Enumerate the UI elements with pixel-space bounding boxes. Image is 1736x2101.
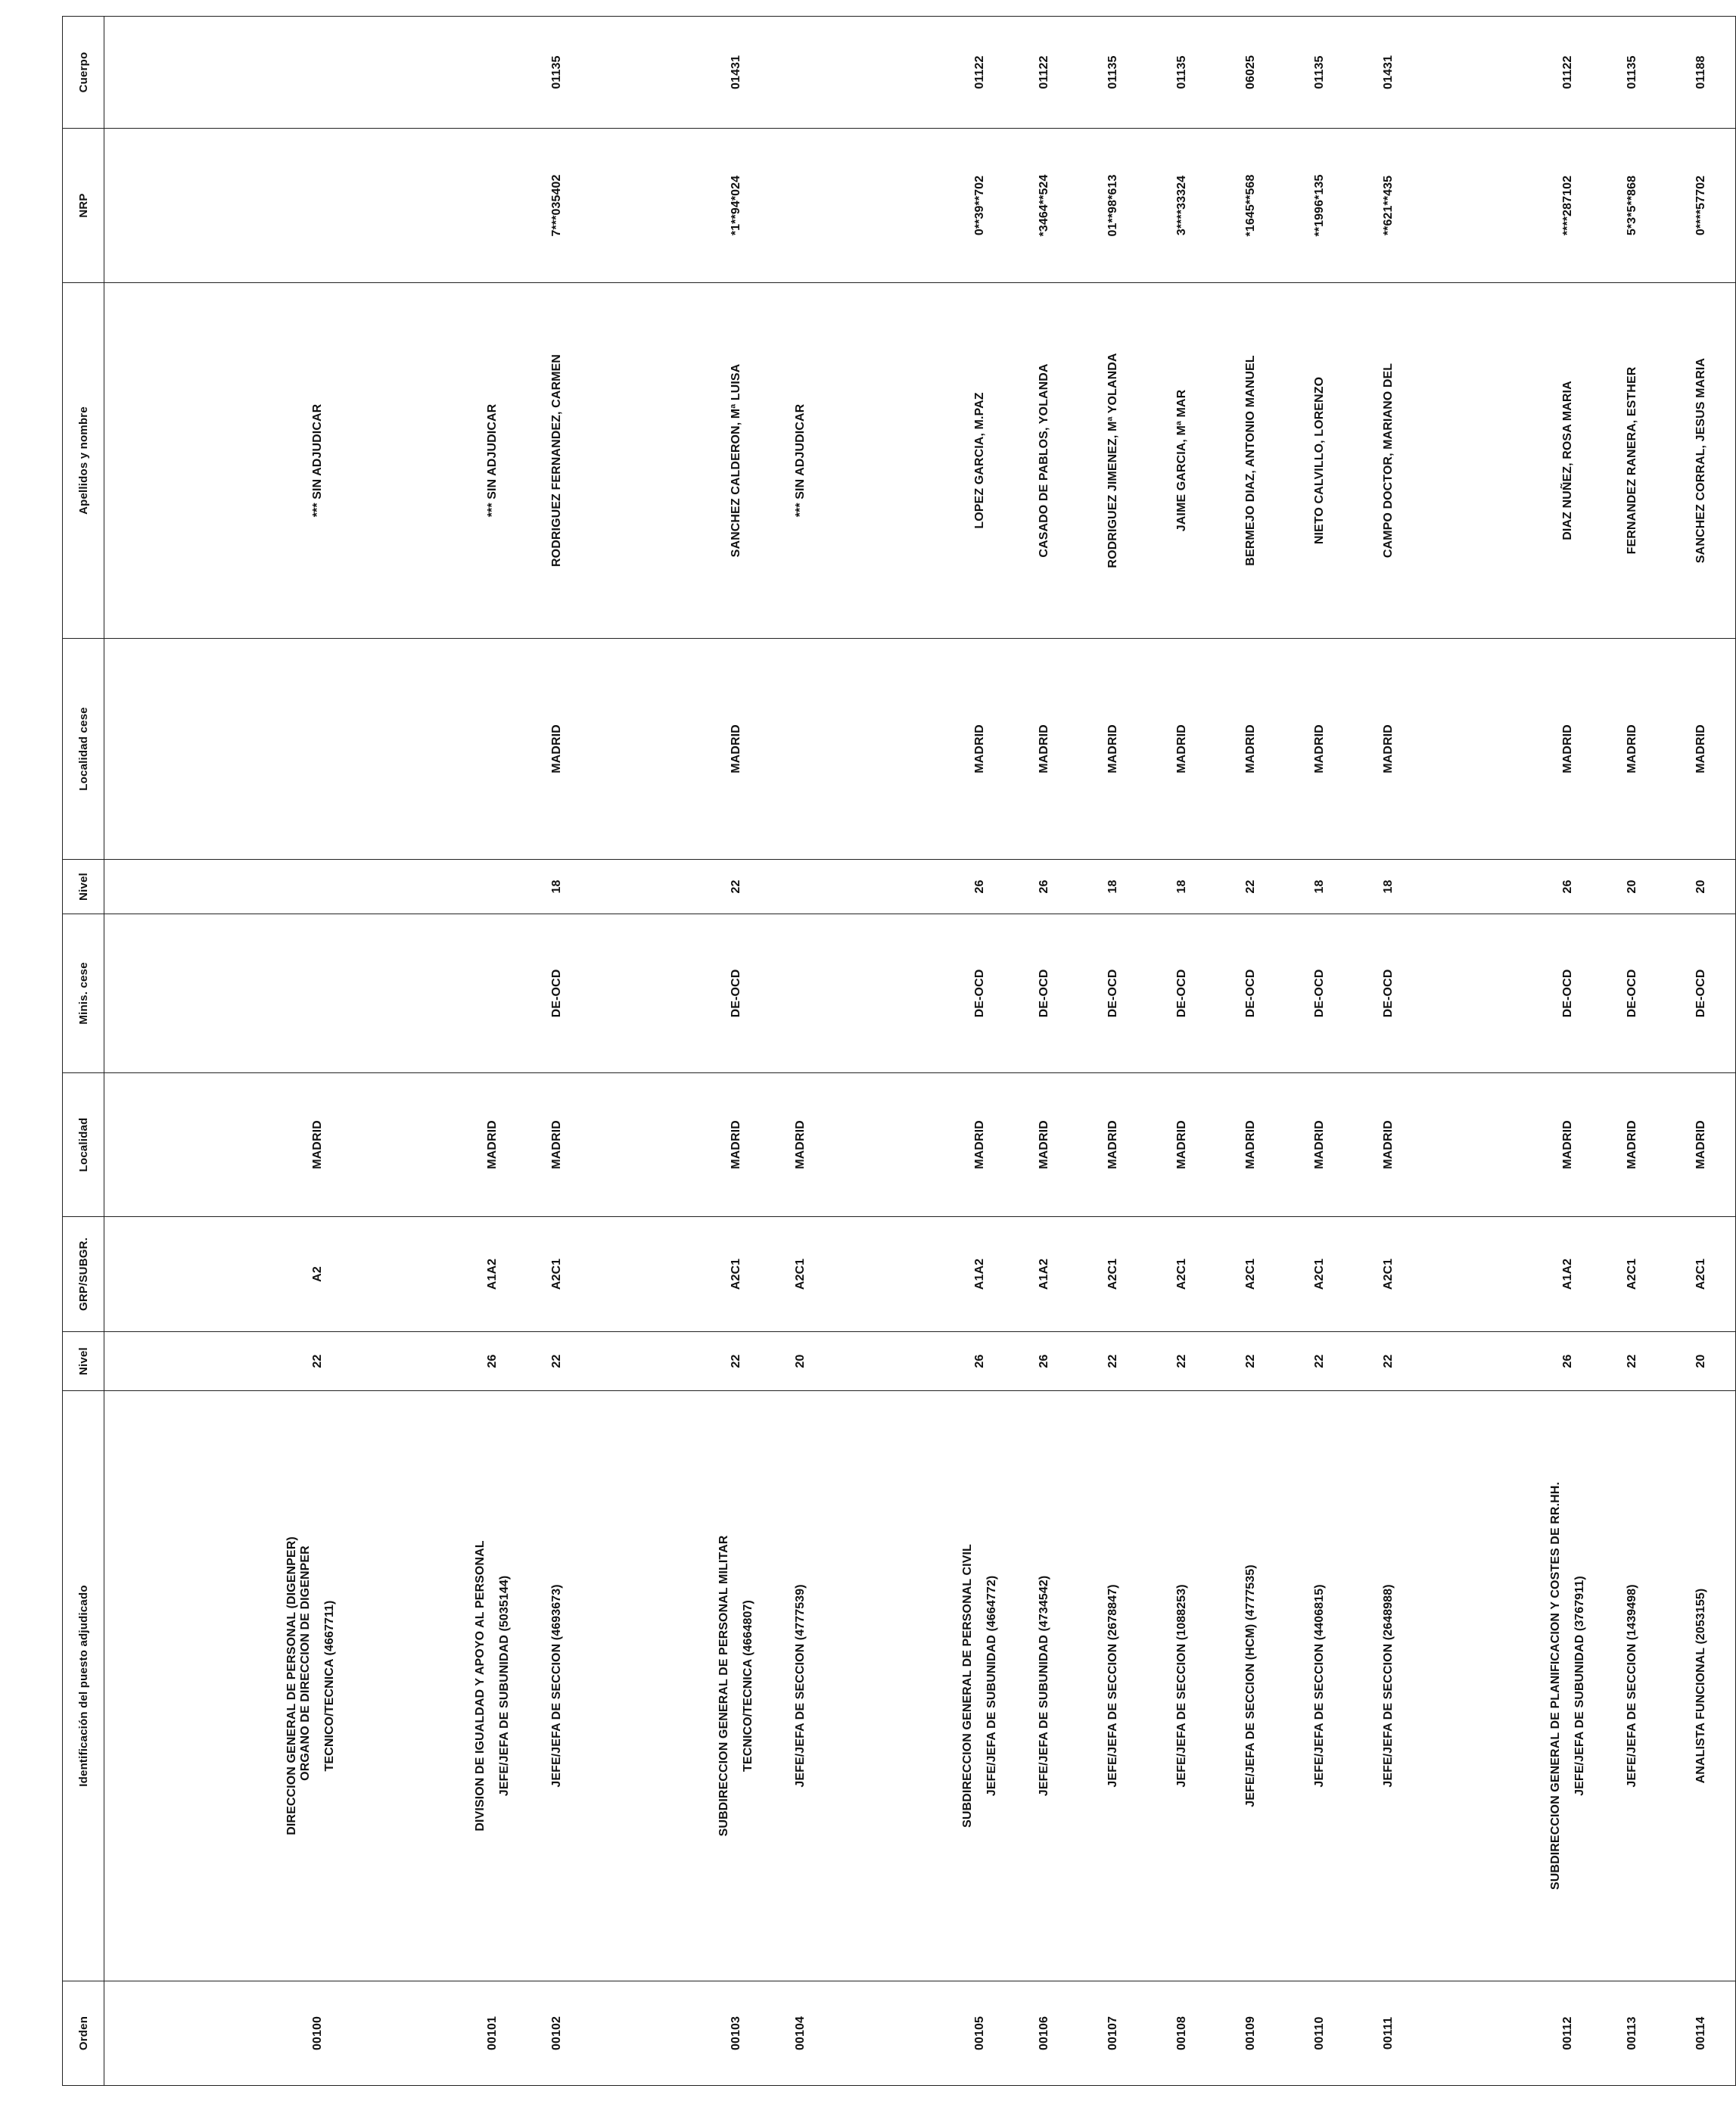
cell-identificacion xyxy=(1423,1391,1598,1981)
cell-localidad-cese: MADRID xyxy=(522,639,591,860)
cell-nrp: *3464**524 xyxy=(1010,129,1078,283)
cell-apellidos: NIETO CALVILLO, LORENZO xyxy=(1285,283,1354,639)
cell-nrp: 3****33324 xyxy=(1147,129,1216,283)
table-row xyxy=(1010,17,1078,2086)
cell-apellidos: SANCHEZ CALDERON, Mª LUISA xyxy=(591,283,766,639)
cell-orden: 00112 xyxy=(1423,1981,1598,2086)
cell-minis-cese xyxy=(347,914,522,1073)
cell-localidad-cese: MADRID xyxy=(1285,639,1354,860)
header-nivel-cese: Nivel xyxy=(63,860,104,914)
position-title: JEFE/JEFA DE SECCION (1439498) xyxy=(1625,1584,1638,1788)
cell-nivel: 22 xyxy=(1354,1332,1423,1391)
cell-cuerpo: 01135 xyxy=(1598,17,1666,129)
position-title: JEFE/JEFA DE SECCION (HCM) (4777535) xyxy=(1243,1564,1257,1807)
cell-identificacion xyxy=(1078,1391,1147,1981)
cell-nivel-cese: 18 xyxy=(1285,860,1354,914)
table-row xyxy=(347,17,522,2086)
table-row xyxy=(1216,17,1285,2086)
cell-nivel-cese: 18 xyxy=(522,860,591,914)
cell-nivel: 22 xyxy=(104,1332,348,1391)
position-title: TECNICO/TECNICA (4664807) xyxy=(742,1600,754,1772)
cell-grp: A2C1 xyxy=(1147,1217,1216,1332)
cell-cuerpo: 06025 xyxy=(1216,17,1285,129)
cell-cuerpo: 01135 xyxy=(1285,17,1354,129)
cell-localidad-cese: MADRID xyxy=(1598,639,1666,860)
cell-identificacion xyxy=(1285,1391,1354,1981)
cell-identificacion xyxy=(1147,1391,1216,1981)
assignments-table xyxy=(62,16,1736,2086)
cell-identificacion xyxy=(1354,1391,1423,1981)
cell-grp: A2C1 xyxy=(1285,1217,1354,1332)
cell-nrp: **1996*135 xyxy=(1285,129,1354,283)
cell-identificacion xyxy=(591,1391,766,1981)
cell-orden: 00102 xyxy=(522,1981,591,2086)
cell-minis-cese xyxy=(766,914,835,1073)
cell-minis-cese: DE-OCD xyxy=(1010,914,1078,1073)
cell-grp: A1A2 xyxy=(1423,1217,1598,1332)
cell-nrp: 0****57702 xyxy=(1666,129,1736,283)
cell-nivel: 22 xyxy=(1216,1332,1285,1391)
cell-nrp: *1**94*024 xyxy=(591,129,766,283)
cell-orden: 00110 xyxy=(1285,1981,1354,2086)
cell-minis-cese: DE-OCD xyxy=(522,914,591,1073)
table-row xyxy=(1147,17,1216,2086)
cell-orden: 00114 xyxy=(1666,1981,1736,2086)
table-row xyxy=(591,17,766,2086)
cell-cuerpo xyxy=(766,17,835,129)
cell-localidad-cese: MADRID xyxy=(835,639,1010,860)
table-row xyxy=(1285,17,1354,2086)
position-title: JEFE/JEFA DE SECCION (4777539) xyxy=(793,1584,807,1788)
cell-cuerpo: 01135 xyxy=(1147,17,1216,129)
cell-grp: A2 xyxy=(104,1217,348,1332)
cell-localidad-cese: MADRID xyxy=(1078,639,1147,860)
cell-apellidos: RODRIGUEZ FERNANDEZ, CARMEN xyxy=(522,283,591,639)
cell-nrp: 0**39**702 xyxy=(835,129,1010,283)
header-identificacion: Identificación del puesto adjudicado xyxy=(63,1391,104,1981)
cell-nrp: 7***035402 xyxy=(522,129,591,283)
cell-apellidos: JAIME GARCIA, Mª MAR xyxy=(1147,283,1216,639)
position-title: JEFE/JEFA DE SUBUNIDAD (4734542) xyxy=(1037,1575,1050,1797)
cell-localidad: MADRID xyxy=(1423,1073,1598,1217)
cell-localidad-cese: MADRID xyxy=(1666,639,1736,860)
cell-nivel-cese: 26 xyxy=(835,860,1010,914)
unit-heading: SUBDIRECCION GENERAL DE PLANIFICACION Y COSTES DE RR.HH. xyxy=(1549,1482,1562,1890)
cell-grp: A1A2 xyxy=(1010,1217,1078,1332)
cell-nivel-cese: 20 xyxy=(1666,860,1736,914)
cell-grp: A1A2 xyxy=(835,1217,1010,1332)
cell-apellidos: LOPEZ GARCIA, M.PAZ xyxy=(835,283,1010,639)
cell-identificacion xyxy=(347,1391,522,1981)
cell-localidad: MADRID xyxy=(1147,1073,1216,1217)
cell-orden: 00108 xyxy=(1147,1981,1216,2086)
cell-grp: A2C1 xyxy=(522,1217,591,1332)
cell-minis-cese xyxy=(104,914,348,1073)
cell-nivel-cese xyxy=(347,860,522,914)
cell-nivel: 22 xyxy=(522,1332,591,1391)
cell-apellidos: RODRIGUEZ JIMENEZ, Mª YOLANDA xyxy=(1078,283,1147,639)
cell-apellidos: DIAZ NUÑEZ, ROSA MARIA xyxy=(1423,283,1598,639)
position-title: JEFE/JEFA DE SUBUNIDAD (3767911) xyxy=(1573,1576,1586,1796)
cell-nrp xyxy=(104,129,348,283)
cell-minis-cese: DE-OCD xyxy=(1423,914,1598,1073)
cell-nrp: *1645**568 xyxy=(1216,129,1285,283)
cell-orden: 00107 xyxy=(1078,1981,1147,2086)
cell-orden: 00109 xyxy=(1216,1981,1285,2086)
cell-nivel-cese: 18 xyxy=(1354,860,1423,914)
table-row xyxy=(1598,17,1666,2086)
table-row xyxy=(1423,17,1598,2086)
cell-minis-cese: DE-OCD xyxy=(1666,914,1736,1073)
table-row xyxy=(766,17,835,2086)
table-row xyxy=(104,17,348,2086)
cell-localidad: MADRID xyxy=(835,1073,1010,1217)
cell-orden: 00103 xyxy=(591,1981,766,2086)
cell-localidad: MADRID xyxy=(1598,1073,1666,1217)
cell-nivel-cese: 26 xyxy=(1010,860,1078,914)
header-nrp: NRP xyxy=(63,129,104,283)
cell-nivel-cese xyxy=(766,860,835,914)
cell-localidad: MADRID xyxy=(1078,1073,1147,1217)
cell-nrp xyxy=(766,129,835,283)
cell-identificacion xyxy=(1598,1391,1666,1981)
cell-localidad: MADRID xyxy=(1354,1073,1423,1217)
table-body xyxy=(104,17,1736,2086)
cell-localidad-cese: MADRID xyxy=(591,639,766,860)
cell-grp: A2C1 xyxy=(766,1217,835,1332)
cell-localidad: MADRID xyxy=(1216,1073,1285,1217)
cell-orden: 00113 xyxy=(1598,1981,1666,2086)
cell-localidad: MADRID xyxy=(766,1073,835,1217)
table-row xyxy=(1078,17,1147,2086)
header-cuerpo: Cuerpo xyxy=(63,17,104,129)
cell-nivel: 26 xyxy=(1423,1332,1598,1391)
cell-identificacion xyxy=(522,1391,591,1981)
cell-orden: 00111 xyxy=(1354,1981,1423,2086)
cell-minis-cese: DE-OCD xyxy=(1216,914,1285,1073)
cell-cuerpo: 01135 xyxy=(1078,17,1147,129)
cell-nrp: 01**98*613 xyxy=(1078,129,1147,283)
cell-minis-cese: DE-OCD xyxy=(1598,914,1666,1073)
position-title: JEFE/JEFA DE SUBUNIDAD (5035144) xyxy=(498,1575,511,1797)
cell-minis-cese: DE-OCD xyxy=(1285,914,1354,1073)
cell-identificacion xyxy=(1216,1391,1285,1981)
cell-localidad-cese xyxy=(766,639,835,860)
cell-cuerpo: 01431 xyxy=(1354,17,1423,129)
table-row xyxy=(1666,17,1736,2086)
header-localidad-cese: Localidad cese xyxy=(63,639,104,860)
cell-identificacion xyxy=(835,1391,1010,1981)
cell-nivel-cese: 22 xyxy=(591,860,766,914)
cell-identificacion xyxy=(1010,1391,1078,1981)
cell-nivel: 22 xyxy=(1285,1332,1354,1391)
cell-grp: A2C1 xyxy=(591,1217,766,1332)
header-localidad: Localidad xyxy=(63,1073,104,1217)
cell-grp: A2C1 xyxy=(1666,1217,1736,1332)
header-grp: GRP/SUBGR. xyxy=(63,1217,104,1332)
cell-minis-cese: DE-OCD xyxy=(835,914,1010,1073)
cell-apellidos: BERMEJO DIAZ, ANTONIO MANUEL xyxy=(1216,283,1285,639)
cell-cuerpo xyxy=(104,17,348,129)
cell-apellidos: *** SIN ADJUDICAR xyxy=(347,283,522,639)
cell-nivel: 22 xyxy=(591,1332,766,1391)
cell-nivel: 26 xyxy=(347,1332,522,1391)
cell-cuerpo xyxy=(347,17,522,129)
cell-apellidos: SANCHEZ CORRAL, JESUS MARIA xyxy=(1666,283,1736,639)
cell-localidad: MADRID xyxy=(522,1073,591,1217)
cell-apellidos: *** SIN ADJUDICAR xyxy=(766,283,835,639)
cell-localidad: MADRID xyxy=(347,1073,522,1217)
cell-minis-cese: DE-OCD xyxy=(1078,914,1147,1073)
cell-nivel: 26 xyxy=(1010,1332,1078,1391)
cell-cuerpo: 01135 xyxy=(522,17,591,129)
header-apellidos: Apellidos y nombre xyxy=(63,283,104,639)
cell-nivel-cese: 22 xyxy=(1216,860,1285,914)
cell-cuerpo: 01431 xyxy=(591,17,766,129)
cell-cuerpo: 01122 xyxy=(1010,17,1078,129)
cell-orden: 00104 xyxy=(766,1981,835,2086)
cell-nrp: **621**435 xyxy=(1354,129,1423,283)
cell-nrp: ****287102 xyxy=(1423,129,1598,283)
cell-nivel: 22 xyxy=(1598,1332,1666,1391)
cell-cuerpo: 01188 xyxy=(1666,17,1736,129)
cell-nivel: 20 xyxy=(1666,1332,1736,1391)
cell-localidad: MADRID xyxy=(1010,1073,1078,1217)
header-nivel: Nivel xyxy=(63,1332,104,1391)
unit-heading: SUBDIRECCION GENERAL DE PERSONAL MILITAR xyxy=(717,1535,730,1837)
cell-localidad: MADRID xyxy=(104,1073,348,1217)
cell-minis-cese: DE-OCD xyxy=(1147,914,1216,1073)
table-row xyxy=(522,17,591,2086)
cell-grp: A2C1 xyxy=(1078,1217,1147,1332)
position-title: JEFE/JEFA DE SUBUNIDAD (4664772) xyxy=(985,1575,998,1797)
cell-localidad: MADRID xyxy=(1285,1073,1354,1217)
header-minis-cese: Minis. cese xyxy=(63,914,104,1073)
position-title: JEFE/JEFA DE SECCION (4406815) xyxy=(1312,1584,1326,1788)
unit-heading: DIRECCION GENERAL DE PERSONAL (DIGENPER) xyxy=(285,1536,298,1835)
cell-apellidos: CAMPO DOCTOR, MARIANO DEL xyxy=(1354,283,1423,639)
table-header-row xyxy=(63,17,104,2086)
cell-identificacion xyxy=(104,1391,348,1981)
cell-nivel: 22 xyxy=(1147,1332,1216,1391)
cell-localidad-cese xyxy=(347,639,522,860)
cell-orden: 00100 xyxy=(104,1981,348,2086)
cell-grp: A2C1 xyxy=(1354,1217,1423,1332)
position-title: JEFE/JEFA DE SECCION (2678847) xyxy=(1106,1584,1119,1788)
cell-nivel: 22 xyxy=(1078,1332,1147,1391)
position-title: ANALISTA FUNCIONAL (2053155) xyxy=(1694,1588,1707,1784)
cell-localidad-cese: MADRID xyxy=(1423,639,1598,860)
cell-cuerpo: 01122 xyxy=(1423,17,1598,129)
cell-localidad: MADRID xyxy=(591,1073,766,1217)
cell-nivel: 20 xyxy=(766,1332,835,1391)
cell-nivel-cese: 20 xyxy=(1598,860,1666,914)
cell-localidad-cese: MADRID xyxy=(1010,639,1078,860)
position-title: TECNICO/TECNICA (4667711) xyxy=(323,1600,336,1772)
cell-grp: A2C1 xyxy=(1598,1217,1666,1332)
unit-heading: DIVISION DE IGUALDAD Y APOYO AL PERSONAL xyxy=(474,1540,487,1832)
cell-grp: A2C1 xyxy=(1216,1217,1285,1332)
cell-orden: 00105 xyxy=(835,1981,1010,2086)
position-title: JEFE/JEFA DE SECCION (2648988) xyxy=(1381,1584,1395,1788)
cell-identificacion xyxy=(1666,1391,1736,1981)
unit-heading: ORGANO DE DIRECCION DE DIGENPER xyxy=(299,1545,312,1781)
cell-minis-cese: DE-OCD xyxy=(591,914,766,1073)
cell-apellidos: *** SIN ADJUDICAR xyxy=(104,283,348,639)
cell-minis-cese: DE-OCD xyxy=(1354,914,1423,1073)
table-row xyxy=(835,17,1010,2086)
cell-localidad-cese: MADRID xyxy=(1354,639,1423,860)
cell-nivel-cese: 18 xyxy=(1078,860,1147,914)
cell-identificacion xyxy=(766,1391,835,1981)
cell-apellidos: FERNANDEZ RANERA, ESTHER xyxy=(1598,283,1666,639)
cell-nivel: 26 xyxy=(835,1332,1010,1391)
cell-nivel-cese: 18 xyxy=(1147,860,1216,914)
cell-localidad-cese xyxy=(104,639,348,860)
unit-heading: SUBDIRECCION GENERAL DE PERSONAL CIVIL xyxy=(961,1544,974,1828)
table-row xyxy=(1354,17,1423,2086)
cell-orden: 00101 xyxy=(347,1981,522,2086)
cell-orden: 00106 xyxy=(1010,1981,1078,2086)
cell-apellidos: CASADO DE PABLOS, YOLANDA xyxy=(1010,283,1078,639)
header-orden: Orden xyxy=(63,1981,104,2086)
cell-cuerpo: 01122 xyxy=(835,17,1010,129)
cell-grp: A1A2 xyxy=(347,1217,522,1332)
cell-localidad-cese: MADRID xyxy=(1216,639,1285,860)
cell-nrp: 5*3*5**868 xyxy=(1598,129,1666,283)
cell-nrp xyxy=(347,129,522,283)
cell-localidad-cese: MADRID xyxy=(1147,639,1216,860)
cell-nivel-cese: 26 xyxy=(1423,860,1598,914)
position-title: JEFE/JEFA DE SECCION (4693673) xyxy=(549,1584,563,1788)
cell-localidad: MADRID xyxy=(1666,1073,1736,1217)
cell-nivel-cese xyxy=(104,860,348,914)
position-title: JEFE/JEFA DE SECCION (1088253) xyxy=(1174,1584,1188,1788)
